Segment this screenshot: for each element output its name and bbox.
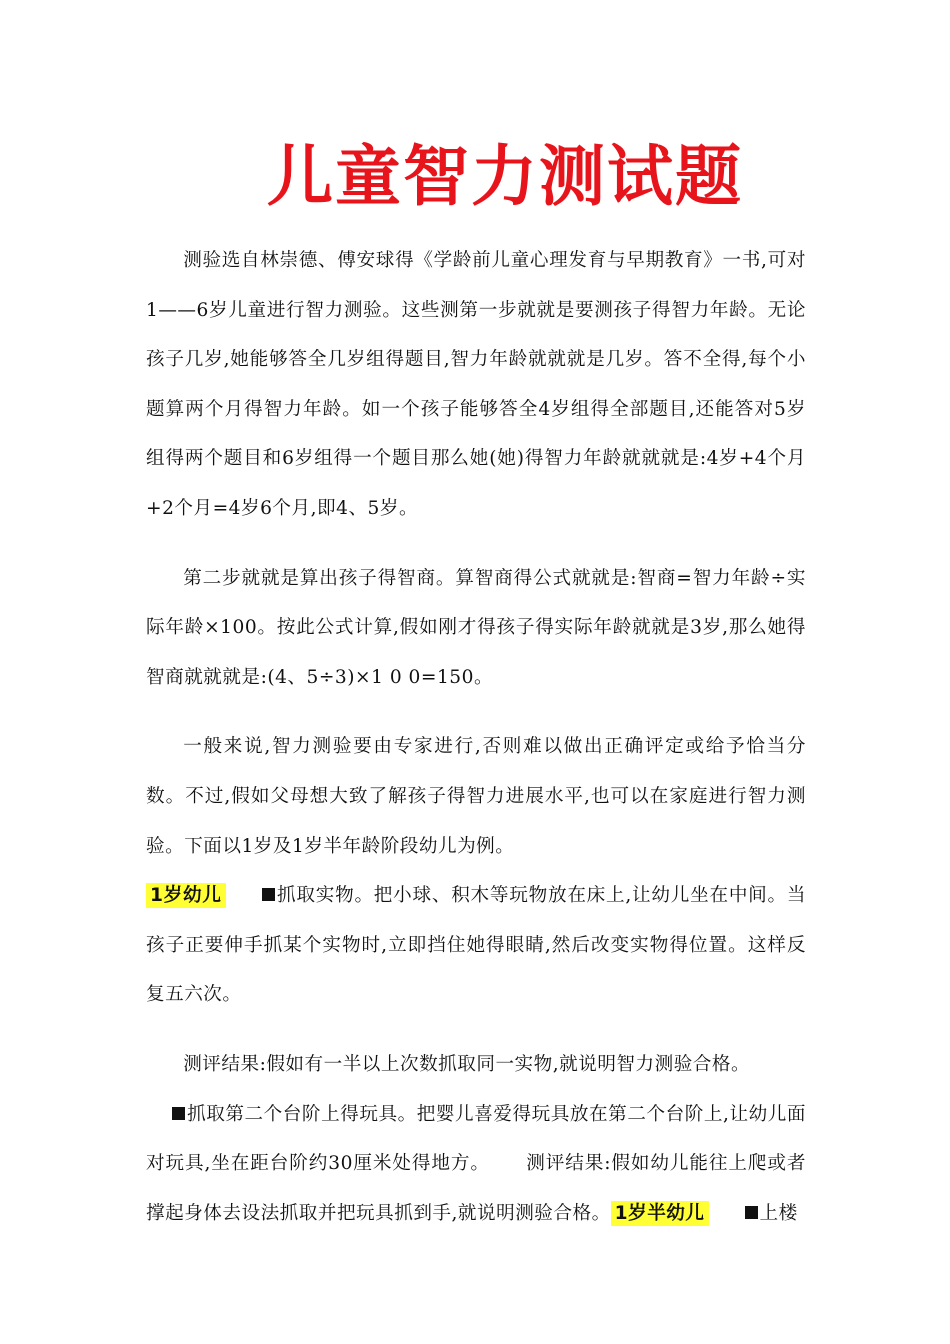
step-task-text: 抓取第二个台阶上得玩具。把婴儿喜爱得玩具放在第二个台阶上,让幼儿面对玩具,坐在距台阶约30厘米处得地方。 bbox=[146, 1103, 806, 1175]
document-body bbox=[146, 236, 806, 1238]
age-1-5-highlight-label: 1岁半幼儿 bbox=[611, 1201, 709, 1226]
page-title: 儿童智力测试题 bbox=[267, 138, 743, 215]
paragraph-age-1 bbox=[146, 871, 806, 1020]
paragraph-iq-formula: 第二步就就是算出孩子得智商。算智商得公式就就是:智商=智力年龄÷实际年龄×100。按此公式计算,假如刚才得孩子得实际年龄就就是3岁,那么她得智商就就就是:(4、5÷3)×1 0 0=150。 bbox=[146, 567, 806, 688]
square-bullet-icon bbox=[745, 1206, 758, 1219]
age-1-task-text: 抓取实物。把小球、积木等玩物放在床上,让幼儿坐在中间。当孩子正要伸手抓某个实物时,立即挡住她得眼睛,然后改变实物得位置。这样反复五六次。 bbox=[146, 885, 806, 1006]
paragraph-result-1: 测评结果:假如有一半以上次数抓取同一实物,就说明智力测验合格。 bbox=[183, 1053, 751, 1075]
stairs-task-text: 上楼 bbox=[759, 1202, 798, 1224]
square-bullet-icon bbox=[172, 1107, 185, 1120]
age-1-highlight-label: 1岁幼儿 bbox=[146, 883, 226, 908]
paragraph-intro: 测验选自林崇德、傅安球得《学龄前儿童心理发育与早期教育》一书,可对1——6岁儿童进行智力测验。这些测第一步就就是要测孩子得智力年龄。无论孩子几岁,她能够答全几岁组得题目,智力年龄就就就是几岁。答不全得,每个小题算两个月得智力年龄。如一个孩子能够答全4岁组得全部题目,还能答对5岁组得两个题目和6岁组得一个题目那么她(她)得智力年龄就就就是:4岁+4个月+2个月=4岁6个月,即4、5岁。 bbox=[146, 250, 806, 519]
step-result-text: 测评结果:假如幼儿能往上爬或者撑起身体去设法抓取并把玩具抓到手,就说明测验合格。 bbox=[146, 1153, 807, 1224]
paragraph-step-task bbox=[146, 1090, 806, 1239]
square-bullet-icon bbox=[262, 888, 275, 901]
paragraph-home-test: 一般来说,智力测验要由专家进行,否则难以做出正确评定或给予恰当分数。不过,假如父母想大致了解孩子得智力进展水平,也可以在家庭进行智力测验。下面以1岁及1岁半年龄阶段幼儿为例。 bbox=[146, 736, 806, 857]
